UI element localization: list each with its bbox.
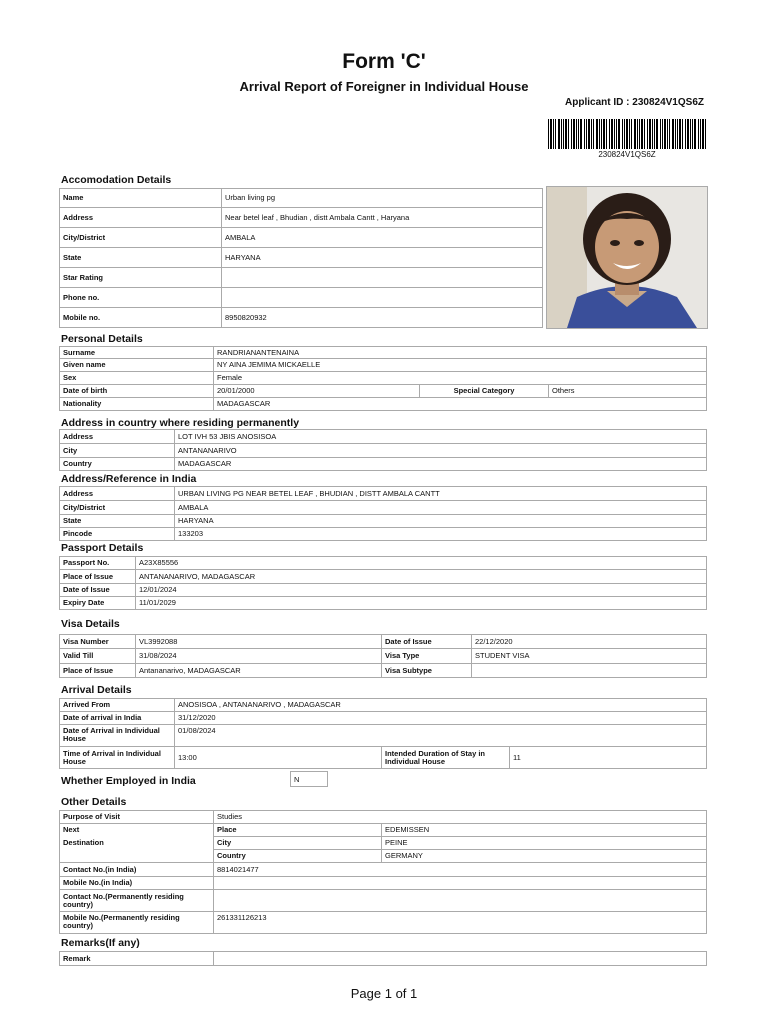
table-row: Time of Arrival in Individual House 13:00 Intended Duration of Stay in Individual House 11 [60,747,707,769]
visa-heading: Visa Details [61,618,120,630]
employment-label: Whether Employed in India [61,775,196,787]
india-address-heading: Address/Reference in India [61,473,197,485]
table-row: Visa Number VL3992088 Date of Issue 22/12/2020 [60,635,707,649]
table-row: Arrived From ANOSISOA , ANTANANARIVO , MADAGASCAR [60,699,707,712]
table-row: Destination City PEINE [60,837,707,850]
table-row: Pincode 133203 [60,528,707,541]
table-row: Country GERMANY [60,850,707,863]
table-row: Country MADAGASCAR [60,458,707,471]
applicant-photo [546,186,708,329]
table-row: Date of Issue 12/01/2024 [60,584,707,597]
table-row: City/District AMBALA [60,228,543,248]
table-row: Passport No. A23X85556 [60,557,707,570]
passport-table [59,556,707,610]
table-row: Next Place EDEMISSEN [60,824,707,837]
other-details-table [59,810,707,934]
table-row: Star Rating [60,268,543,288]
table-row: City/District AMBALA [60,501,707,515]
remarks-heading: Remarks(If any) [61,937,140,949]
india-address-table [59,486,707,541]
form-subtitle: Arrival Report of Foreigner in Individual House [239,79,529,94]
table-row: Address LOT IVH 53 JBIS ANOSISOA [60,430,707,444]
table-row: Date of Arrival in Individual House 01/08/2024 [60,725,707,747]
permanent-address-table [59,429,707,471]
other-details-heading: Other Details [61,796,127,808]
arrival-heading: Arrival Details [61,684,132,696]
personal-table [59,346,707,411]
table-row: Nationality MADAGASCAR [60,398,707,411]
accommodation-table [59,188,543,328]
accommodation-heading: Accomodation Details [61,174,172,186]
table-row: Mobile no. 8950820932 [60,308,543,328]
table-row: Purpose of Visit Studies [60,811,707,824]
table-row: Contact No.(in India) 8814021477 [60,863,707,877]
table-row: Contact No.(Permanently residing country) [60,890,707,912]
table-row: State HARYANA [60,248,543,268]
table-row: State HARYANA [60,515,707,528]
table-row: Surname RANDRIANANTENAINA [60,347,707,359]
permanent-address-heading: Address in country where residing permanently [61,417,300,429]
passport-heading: Passport Details [61,542,144,554]
portrait-icon [547,187,707,328]
employment-value: N [290,771,328,787]
form-title: Form 'C' [342,50,426,73]
table-row: Phone no. [60,288,543,308]
barcode-text: 230824V1QS6Z [598,150,656,159]
visa-table [59,634,707,678]
remarks-table [59,951,707,966]
table-row: Mobile No.(Permanently residing country) 261331126213 [60,912,707,934]
table-row: Given name NY AINA JEMIMA MICKAELLE [60,359,707,372]
table-row: City ANTANANARIVO [60,444,707,458]
table-row: Mobile No.(in India) [60,877,707,890]
table-row: Expiry Date 11/01/2029 [60,597,707,610]
table-row: Place of Issue ANTANANARIVO, MADAGASCAR [60,570,707,584]
table-row: Place of Issue Antananarivo, MADAGASCAR Visa Subtype [60,664,707,678]
arrival-table [59,698,707,769]
page-number: Page 1 of 1 [350,986,418,1001]
table-row: Sex Female [60,372,707,385]
table-row: Address URBAN LIVING PG NEAR BETEL LEAF , BHUDIAN , DISTT AMBALA CANTT [60,487,707,501]
table-row: Name Urban living pg [60,189,543,208]
table-row: Date of birth 20/01/2000 Special Category Others [60,385,707,398]
table-row: Address Near betel leaf , Bhudian , distt Ambala Cantt , Haryana [60,208,543,228]
table-row: Date of arrival in India 31/12/2020 [60,712,707,725]
personal-heading: Personal Details [61,333,143,345]
table-row: Valid Till 31/08/2024 Visa Type STUDENT VISA [60,649,707,664]
applicant-id: Applicant ID : 230824V1QS6Z [565,97,704,108]
table-row: Remark [60,952,707,966]
barcode-image [548,119,706,149]
